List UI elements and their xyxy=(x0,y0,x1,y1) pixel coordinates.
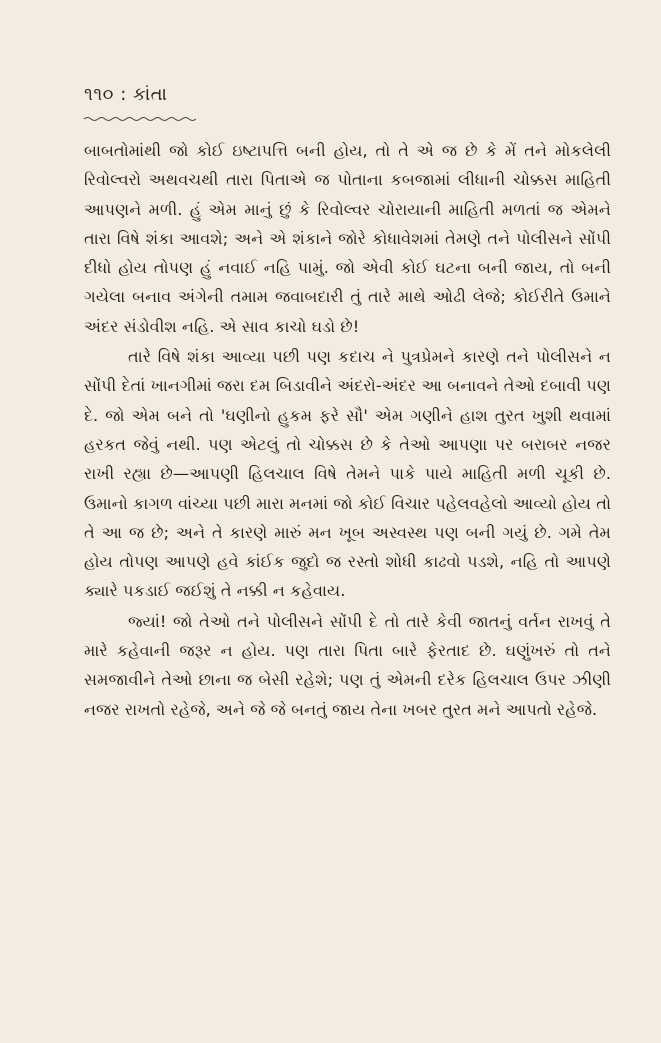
paragraph-1: બાબતોમાંથી જો કોઈ ઇષ્ટાપત્તિ બની હોય, તો તે એ જ છે કે મેં તને મોકલેલી રિવોલ્વરો અથવચથી તારા પિતાએ જ પોતાના કબજામાં લીધાની ચોક્કસ માહિતી આપણને મળી. હું એમ માનું છું કે રિવોલ્વર ચોરાયાની માહિતી મળતાં જ એમને તારા વિષે શંકા આવશે; અને એ શંકાને જોરે કોધાવેશમાં તેમણે તને પોલીસને સોંપી દીધો હોય તોપણ હું નવાઈ નહિ પામું. જો એવી કોઈ ઘટના બની જાય, તો બની ગયેલા બનાવ અંગેની તમામ જવાબદારી તું તારે માથે ઓઢી લેજે; કોઈરીતે ઉમાને અંદર સંડોવીશ નહિ. એ સાવ કાચો ઘડો છે! xyxy=(84,141,611,336)
paragraph-3: જ્યાં! જો તેઓ તને પોલીસને સોંપી દે તો તારે કેવી જાતનું વર્તન રાખવું તે મારે કહેવાની જરૂર ન હોય. પણ તારા પિતા બારે ફેરતાદ છે. ઘણુંખરું તો તને સમજાવીને તેઓ છાના જ બેસી રહેશે; પણ તું એમની દરેક હિલચાલ ઉપર ઝીણી નજર રાખતો રહેજે, અને જે જે બનતું જાય તેના ખબર તુરત મને આપતો રહેજે. xyxy=(84,611,611,719)
body-text xyxy=(84,136,611,724)
header-wavy-rule xyxy=(84,116,196,122)
page-header xyxy=(84,84,611,124)
running-head: ૧૧૦ : કાંતા xyxy=(84,84,168,105)
paragraph-2: તારે વિષે શંકા આવ્યા પછી પણ કદાચ ને પુત્રપ્રેમને કારણે તને પોલીસને ન સોંપી દેતાં ખાનગીમાં જરા દમ બિડાવીને અંદરો-અંદર આ બનાવને તેઓ દબાવી પણ દે. જો એમ બને તો 'ઘણીનો હુકમ ફરે સૌ' એમ ગણીને હાશ તુરત ખુશી થવામાં હરકત જેવું નથી. પણ એટલું તો ચોક્કસ છે કે તેઓ આપણા પર બરાબર નજર રાખી રહ્યા છે—આપણી હિલચાલ વિષે તેમને પાકે પાયે માહિતી મળી ચૂકી છે. ઉમાનો કાગળ વાંચ્યા પછી મારા મનમાં જો કોઈ વિચાર પહેલવહેલો આવ્યો હોય તો તે આ જ છે; અને તે કારણે મારું મન ખૂબ અસ્વસ્થ પણ બની ગયું છે. ગમે તેમ હોય તોપણ આપણે હવે કાંઈક જુદો જ રસ્તો શોધી કાઢવો પડશે, નહિ તો આપણે ક્યારે પકડાઈ જઈશું તે નક્કી ન કહેવાય. xyxy=(84,347,611,601)
